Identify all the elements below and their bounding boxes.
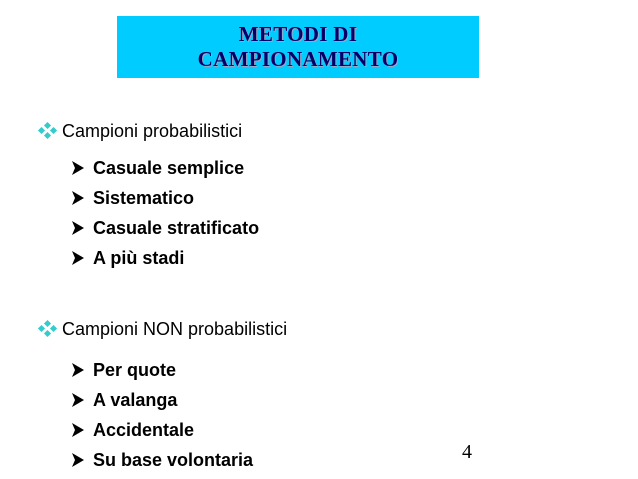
arrowhead-bullet-icon [72, 251, 84, 265]
page-number: 4 [462, 441, 472, 463]
list-item-label: Per quote [93, 360, 177, 380]
list-item [72, 213, 259, 243]
list-item [72, 243, 259, 273]
slide-title-box [117, 16, 479, 78]
arrowhead-bullet-icon [72, 363, 84, 377]
list-item-label: Casuale stratificato [93, 218, 260, 238]
section-probabilistic [36, 120, 242, 142]
list-item-label: A valanga [93, 390, 178, 410]
probabilistic-list [72, 153, 259, 273]
arrowhead-bullet-icon [72, 393, 84, 407]
four-diamond-bullet-icon [36, 123, 60, 139]
arrowhead-bullet-icon [72, 221, 84, 235]
list-item [72, 183, 259, 213]
list-item-label: Sistematico [93, 188, 195, 208]
list-item-label: Accidentale [93, 420, 195, 440]
arrowhead-bullet-icon [72, 161, 84, 175]
slide-title-line-1: METODI DI [238, 22, 358, 46]
list-item [72, 385, 253, 415]
section-label: Campioni probabilistici [62, 121, 243, 141]
section-label: Campioni NON probabilistici [62, 319, 288, 339]
list-item [72, 355, 253, 385]
slide-title-line-2: CAMPIONAMENTO [197, 47, 399, 71]
list-item-label: Su base volontaria [93, 450, 254, 470]
list-item [72, 445, 253, 475]
four-diamond-bullet-icon [36, 321, 60, 337]
arrowhead-bullet-icon [72, 191, 84, 205]
arrowhead-bullet-icon [72, 453, 84, 467]
list-item [72, 415, 253, 445]
arrowhead-bullet-icon [72, 423, 84, 437]
non-probabilistic-list [72, 355, 253, 475]
list-item [72, 153, 259, 183]
list-item-label: Casuale semplice [93, 158, 245, 178]
list-item-label: A più stadi [93, 248, 185, 268]
section-non-probabilistic [36, 318, 287, 340]
